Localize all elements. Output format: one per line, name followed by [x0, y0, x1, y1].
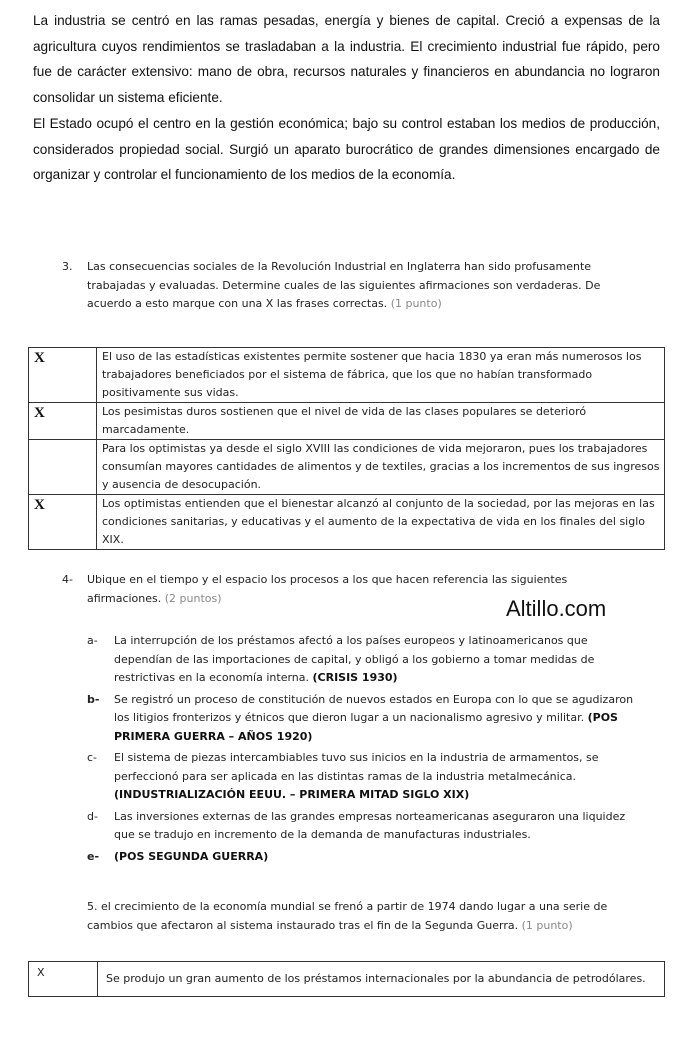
item-letter: e-: [87, 849, 100, 863]
item-text: El sistema de piezas intercambiables tuvo sus inicios en la industria de armamentos, se perfeccionó para ser aplicada en las distintas ramas de la industria metalmecánica.: [114, 751, 599, 783]
question-4-text: Ubique en el tiempo y el espacio los procesos a los que hacen referencia las siguientes afirmaciones.: [87, 573, 568, 605]
points-label: (1 punto): [390, 297, 442, 310]
item-letter: c-: [87, 751, 98, 764]
question-5-text: 5. el crecimiento de la economía mundial se frenó a partir de 1974 dando lugar a una serie de cambios que afectaron al sistema instaurado tras el fin de la Segunda Guerra.: [87, 900, 608, 932]
question-text: [87, 258, 642, 314]
item-answer: (POS SEGUNDA GUERRA): [114, 849, 269, 863]
intro-paragraph-1: La industria se centró en las ramas pesadas, energía y bienes de capital. Creció a expensas de la agricultura cuyos rendimientos se trasladaban a la industria. El crecimiento industrial fue rápido, pero fue de carácter extensivo: mano de obra, recursos naturales y financieros en abundancia no lograron consolidar un sistema eficiente.: [33, 13, 660, 105]
mark-cell: X: [29, 348, 97, 403]
question-3-table: [28, 347, 665, 550]
question-5: [87, 898, 652, 935]
item-letter: b-: [87, 692, 100, 706]
mark-cell: X: [29, 962, 98, 997]
question-5-table: [28, 961, 665, 997]
table-row: [29, 440, 665, 495]
item-text: Las inversiones externas de las grandes empresas norteamericanas aseguraron una liquidez que se tradujo en incremento de la demanda de manufacturas industriales.: [114, 809, 626, 841]
statement-cell: Se produjo un gran aumento de los préstamos internacionales por la abundancia de petrodólares.: [98, 962, 665, 997]
list-item: [87, 749, 647, 805]
mark-cell: X: [29, 495, 97, 550]
question-4-items: [87, 632, 647, 866]
points-label: (1 punto): [521, 918, 573, 932]
list-item: [87, 632, 647, 688]
table-row: [29, 495, 665, 550]
intro-paragraph-2: El Estado ocupó el centro en la gestión económica; bajo su control estaban los medios de producción, considerados propiedad social. Surgió un aparato burocrático de grandes dimensiones encargado de organizar y controlar el funcionamiento de los medios de la economía.: [33, 116, 660, 183]
question-3-text: Las consecuencias sociales de la Revolución Industrial en Inglaterra han sido profusamente trabajadas y evaluadas. Determine cuales de las siguientes afirmaciones son verdaderas. De acuerdo a esto marque con una X las frases correctas.: [87, 260, 601, 310]
item-text: La interrupción de los préstamos afectó a los países europeos y latinoamericanos que dependían de las importaciones de capital, y obligó a los gobierno a tomar medidas de restrictivas en la economía interna.: [114, 634, 595, 684]
statement-cell: Los optimistas entienden que el bienestar alcanzó al conjunto de la sociedad, por las mejoras en las condiciones sanitarias, y educativas y el aumento de la expectativa de vida en los finales del siglo XIX.: [97, 495, 665, 550]
item-text: Se registró un proceso de constitución de nuevos estados en Europa con lo que se agudizaron los litigios fronterizos y étnicos que dieron lugar a un nacionalismo agresivo y militar.: [114, 692, 634, 724]
statement-cell: Los pesimistas duros sostienen que el nivel de vida de las clases populares se deterioró marcadamente.: [97, 403, 665, 440]
points-label: (2 puntos): [164, 591, 222, 605]
item-letter: a-: [87, 634, 98, 647]
list-item: [87, 808, 647, 845]
list-item: [87, 691, 647, 747]
mark-cell: [29, 440, 97, 495]
question-number: 4-: [62, 573, 73, 586]
question-number: 3.: [62, 260, 73, 273]
item-letter: d-: [87, 809, 98, 823]
mark-cell: X: [29, 403, 97, 440]
statement-cell: El uso de las estadísticas existentes permite sostener que hacia 1830 ya eran más numerosos los trabajadores beneficiados por el sistema de fábrica, que los que no habían transformado positivamente sus vidas.: [97, 348, 665, 403]
item-answer: (POS PRIMERA GUERRA – AÑOS 1920): [114, 711, 618, 743]
list-item: [87, 848, 647, 867]
item-answer: (CRISIS 1930): [312, 671, 398, 684]
item-answer: (INDUSTRIALIZACIÓN EEUU. – PRIMERA MITAD SIGLO XIX): [114, 788, 470, 801]
table-row: [29, 348, 665, 403]
table-row: [29, 962, 665, 997]
table-row: [29, 403, 665, 440]
watermark: Altillo.com: [506, 596, 607, 621]
question-3: [62, 258, 642, 314]
statement-cell: Para los optimistas ya desde el siglo XVIII las condiciones de vida mejoraron, pues los trabajadores consumían mayores cantidades de alimentos y de textiles, gracias a los incrementos de sus ingresos y ausencia de desocupación.: [97, 440, 665, 495]
